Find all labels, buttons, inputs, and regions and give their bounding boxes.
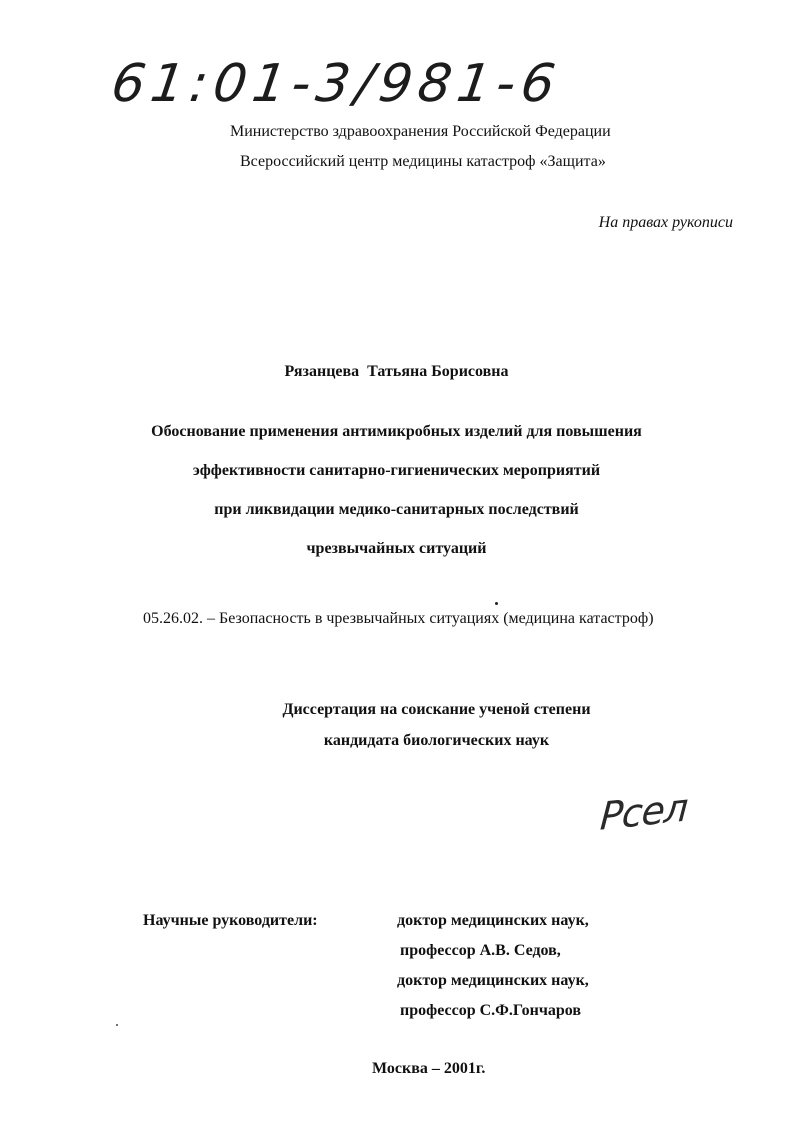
- title-line-3: при ликвидации медико-санитарных последствий: [214, 501, 579, 518]
- title-line-4: чрезвычайных ситуаций: [306, 540, 487, 557]
- center-name: Всероссийский центр медицины катастроф «Защита»: [240, 153, 606, 170]
- supervisor-line-1: доктор медицинских наук,: [397, 912, 589, 929]
- supervisors-label: Научные руководители:: [143, 912, 318, 929]
- supervisor-line-3: доктор медицинских наук,: [397, 972, 589, 989]
- archive-number: 61:01-3/981-6: [107, 54, 565, 114]
- author-name: Рязанцева Татьяна Борисовна: [284, 363, 509, 380]
- supervisor-line-4: профессор С.Ф.Гончаров: [400, 1002, 582, 1019]
- ministry-name: Министерство здравоохранения Российской Федерации: [230, 123, 611, 140]
- dissertation-line-2: кандидата биологических наук: [323, 732, 550, 749]
- specialty-code: 05.26.02. – Безопасность в чрезвычайных ситуациях (медицина катастроф): [143, 610, 654, 627]
- scan-speck: [116, 1024, 118, 1026]
- footer-city-year: Москва – 2001г.: [372, 1060, 486, 1077]
- title-line-1: Обоснование применения антимикробных изделий для повышения: [151, 423, 642, 440]
- scan-speck: [495, 602, 498, 605]
- title-line-2: эффективности санитарно-гигиенических мероприятий: [192, 462, 601, 479]
- handwritten-signature: Рсел: [598, 785, 689, 839]
- dissertation-line-1: Диссертация на соискание ученой степени: [282, 701, 591, 718]
- supervisor-line-2: профессор А.В. Седов,: [400, 942, 561, 959]
- manuscript-note: На правах рукописи: [598, 214, 733, 231]
